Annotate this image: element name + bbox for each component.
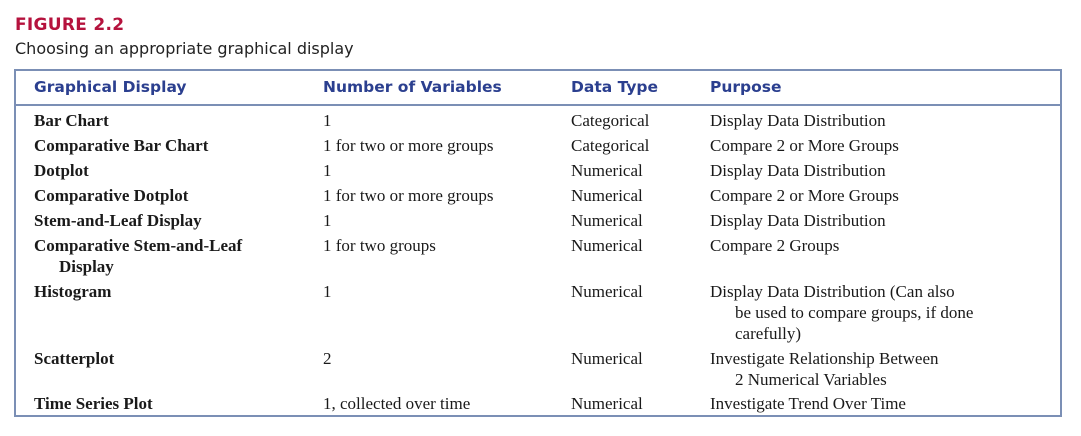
cell-graphical-display: [34, 135, 304, 156]
cell-line: 1 for two or more groups: [323, 136, 494, 155]
cell-line: Display Data Distribution (Can also: [710, 282, 955, 301]
cell-line: Comparative Bar Chart: [34, 136, 209, 155]
cell-line: Display Data Distribution: [710, 211, 886, 230]
cell-line: Scatterplot: [34, 349, 115, 368]
cell-line: 1: [323, 161, 332, 180]
cell-line: Numerical: [571, 211, 643, 230]
cell-line: 1, collected over time: [323, 394, 471, 413]
cell-purpose: [710, 110, 1040, 131]
cell-data-type: [571, 393, 701, 414]
figure-label: FIGURE 2.2: [15, 15, 125, 35]
cell-line: Stem-and-Leaf Display: [34, 211, 202, 230]
cell-line: Histogram: [34, 282, 112, 301]
cell-line: carefully): [735, 324, 802, 343]
cell-graphical-display: [34, 210, 304, 231]
cell-number-of-variables: [323, 110, 563, 131]
cell-purpose: [710, 135, 1040, 156]
cell-line: Compare 2 or More Groups: [710, 186, 899, 205]
cell-number-of-variables: [323, 393, 563, 414]
cell-line: 1 for two or more groups: [323, 186, 494, 205]
cell-data-type: [571, 281, 701, 302]
cell-line: Display Data Distribution: [710, 111, 886, 130]
cell-line: Display: [59, 257, 114, 276]
cell-line: Numerical: [571, 161, 643, 180]
cell-purpose: [710, 281, 1040, 344]
cell-line: 2: [323, 349, 332, 368]
cell-data-type: [571, 110, 701, 131]
cell-line: Numerical: [571, 349, 643, 368]
cell-line: Display Data Distribution: [710, 161, 886, 180]
cell-line: Categorical: [571, 111, 650, 130]
cell-line: Compare 2 or More Groups: [710, 136, 899, 155]
cell-line: Investigate Relationship Between: [710, 349, 939, 368]
cell-graphical-display: [34, 393, 304, 414]
cell-graphical-display: [34, 110, 304, 131]
cell-line: Investigate Trend Over Time: [710, 394, 906, 413]
header-purpose: Purpose: [710, 78, 782, 96]
cell-line: Time Series Plot: [34, 394, 153, 413]
cell-line: 1: [323, 111, 332, 130]
cell-number-of-variables: [323, 235, 563, 256]
cell-purpose: [710, 210, 1040, 231]
cell-line: be used to compare groups, if done: [735, 303, 974, 322]
cell-purpose: [710, 235, 1040, 256]
cell-line: Numerical: [571, 236, 643, 255]
graphical-display-table: [14, 69, 1062, 417]
cell-data-type: [571, 135, 701, 156]
cell-number-of-variables: [323, 210, 563, 231]
cell-number-of-variables: [323, 185, 563, 206]
header-graphical-display: Graphical Display: [34, 78, 187, 96]
cell-line: 1 for two groups: [323, 236, 436, 255]
cell-line: Compare 2 Groups: [710, 236, 840, 255]
cell-line: Categorical: [571, 136, 650, 155]
cell-purpose: [710, 160, 1040, 181]
cell-data-type: [571, 160, 701, 181]
header-data-type: Data Type: [571, 78, 659, 96]
cell-line: 1: [323, 211, 332, 230]
cell-graphical-display: [34, 160, 304, 181]
cell-number-of-variables: [323, 160, 563, 181]
cell-number-of-variables: [323, 281, 563, 302]
cell-purpose: [710, 348, 1040, 390]
cell-line: 2 Numerical Variables: [735, 370, 887, 389]
cell-purpose: [710, 393, 1040, 414]
cell-graphical-display: [34, 348, 304, 369]
cell-graphical-display: [34, 185, 304, 206]
cell-line: Bar Chart: [34, 111, 109, 130]
header-number-of-variables: Number of Variables: [323, 78, 502, 96]
cell-data-type: [571, 185, 701, 206]
cell-graphical-display: [34, 235, 304, 277]
cell-data-type: [571, 210, 701, 231]
cell-number-of-variables: [323, 135, 563, 156]
cell-purpose: [710, 185, 1040, 206]
cell-line: Comparative Stem-and-Leaf: [34, 236, 243, 255]
cell-graphical-display: [34, 281, 304, 302]
cell-number-of-variables: [323, 348, 563, 369]
cell-line: 1: [323, 282, 332, 301]
cell-data-type: [571, 348, 701, 369]
figure-caption: Choosing an appropriate graphical display: [15, 39, 354, 58]
cell-data-type: [571, 235, 701, 256]
cell-line: Numerical: [571, 282, 643, 301]
table-header-row: [16, 71, 1060, 106]
cell-line: Dotplot: [34, 161, 89, 180]
cell-line: Numerical: [571, 394, 643, 413]
cell-line: Numerical: [571, 186, 643, 205]
cell-line: Comparative Dotplot: [34, 186, 189, 205]
